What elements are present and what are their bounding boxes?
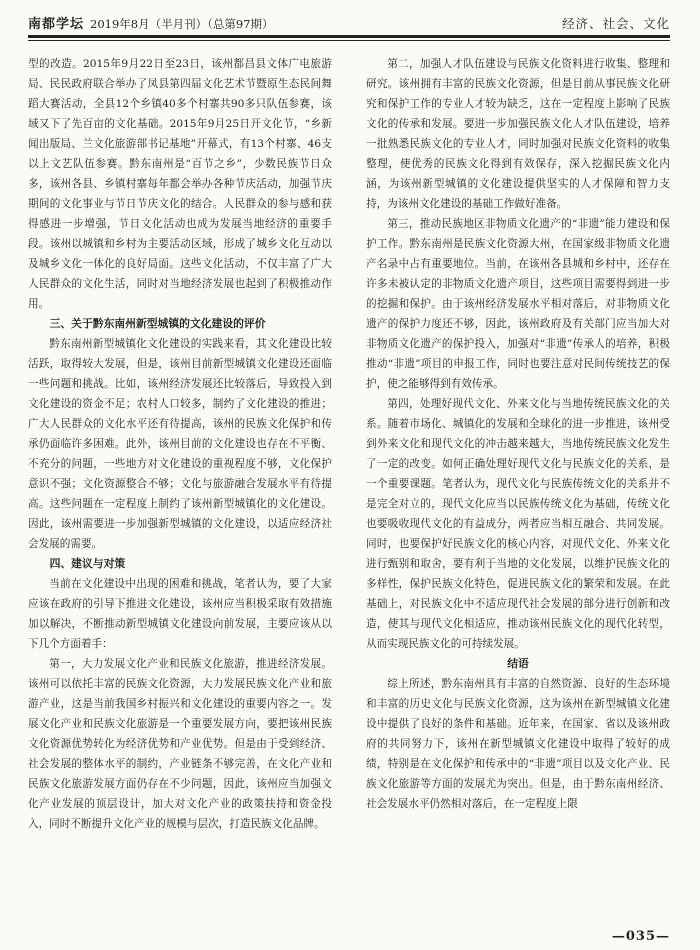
left-column (28, 54, 332, 912)
body-paragraph: 第四，处理好现代文化、外来文化与当地传统民族文化的关系。随着市场化、城镇化的发展和全球化的进一步推进，该州受到外来文化和现代文化的冲击越来越大，当地传统民族文化发生了一定的改变。如何正确处理好现代文化与民族文化的关系，是一个重要课题。笔者认为，现代文化与民族传统文化的关系并不是完全对立的，现代文化应当以民族传统文化为基础，传统文化也要吸收现代文化的有益成分，两者应当相互融合、共同发展。同时，也要保护好民族文化的核心内容，对现代文化、外来文化进行甄别和取舍，要有利于当地的文化发展，以维护民族文化的多样性，保护民族文化特色，促进民族文化的繁荣和发展。在此基础上，对民族文化中不适应现代社会发展的部分进行创新和改造，使其与现代文化相适应，推动该州民族文化的现代化转型，从而实现民族文化的可持续发展。 (366, 398, 670, 650)
body-paragraph: 当前在文化建设中出现的困难和挑战，笔者认为，要了大家应该在政府的引导下推进文化建设，该州应当积极采取有效措施加以解决，不断推动新型城镇文化建设向前发展，主要应该从以下几个方面着手： (28, 578, 332, 650)
body-paragraph: 综上所述，黔东南州具有丰富的自然资源、良好的生态环境和丰富的历史文化与民族文化资源，这为该州在新型城镇文化建设中提供了良好的条件和基础。近年来，在国家、省以及该州政府的共同努力下，该州在新型城镇文化建设中取得了较好的成绩，特别是在文化保护和传承中的“非遗”项目以及文化产业、民族文化旅游等方面的发展尤为突出。但是，由于黔东南州经济、社会发展水平仍然相对落后，在一定程度上限 (366, 678, 670, 810)
header-rule-thick (28, 35, 670, 38)
body-paragraph: 第一，大力发展文化产业和民族文化旅游，推进经济发展。该州可以依托丰富的民族文化资源，大力发展民族文化产业和旅游产业，这是当前我国乡村振兴和文化建设的重要内容之一。发展文化产业和民族文化旅游是一个重要发展方向，要把该州民族文化资源优势转化为经济优势和产业优势。但是由于受到经济、社会发展的整体水平的制约，产业链条不够完善，在文化产业和民族文化旅游发展方面仍存在不少问题，因此，该州应当加强文化产业发展的顶层设计，加大对文化产业的政策扶持和资金投入，同时不断提升文化产业的规模与层次，打造民族文化品牌。 (28, 658, 332, 830)
journal-logo: 南都学坛 (28, 17, 85, 32)
running-header (28, 10, 670, 32)
issue-info: 2019年8月（半月刊）（总第97期） (90, 17, 274, 31)
header-left (28, 13, 273, 32)
page-number: —035— (611, 929, 670, 944)
body-paragraph: 型的改造。2015年9月22日至23日，该州都昌县文体广电旅游局、民民政府联合举办了凤县第四届文化艺术节暨原生态民间舞蹈大赛活动，全县12个乡镇40多个村寨共90多只队伍参赛，该域又下了先百亩的文化基础。2015年9月25日开文化节，“乡新闻出版局、兰文化旅游部书记基地”开幕式，有13个村寨、46支以上文艺队伍参赛。黔东南州是“百节之乡”，少数民族节日众多，该州各县、乡镇村寨每年都会举办各种节庆活动，加强节庆期间的文化事业与节日节庆文化的结合。人民群众的参与感和获得感进一步增强，节日文化活动也成为发展当地经济的重要手段。该州以城镇和乡村为主要活动区域，形成了城乡文化互动以及城乡文化一体化的良好局面。这些文化活动，不仅丰富了广大人民群众的文化生活，同时对当地经济发展也起到了积极推动作用。 (28, 58, 332, 310)
section-title: 经济、社会、文化 (561, 16, 670, 31)
body-paragraph: 黔东南州新型城镇化文化建设的实践来看，其文化建设比较活跃，取得较大发展，但是，该州目前新型城镇文化建设还面临一些问题和挑战。比如，该州经济发展还比较落后，导致投入到文化建设的资金不足；农村人口较多，制约了文化建设的推进；广大人民群众的文化水平还有待提高，该州的民族文化保护和传承仍面临许多困难。此外，该州目前的文化建设也存在不平衡、不充分的问题，一些地方对文化建设的重视程度不够，文化保护意识不强；文化资源整合不够；文化与旅游融合发展水平有待提高。这些问题在一定程度上制约了该州新型城镇化的文化建设。因此，该州需要进一步加强新型城镇的文化建设，以适应经济社会发展的需要。 (28, 338, 332, 550)
body-paragraph: 第三，推动民族地区非物质文化遗产的“非遗”能力建设和保护工作。黔东南州是民族文化资源大州，在国家级非物质文化遗产名录中占有重要地位。当前，在该州各县城和乡村中，还存在许多未被认定的非物质文化遗产项目，这些项目需要得到进一步的挖掘和保护。由于该州经济发展水平相对落后，对非物质文化遗产的保护力度还不够，因此，该州政府及有关部门应当加大对非物质文化遗产的保护投入，加强对“非遗”传承人的培养，积极推动“非遗”项目的申报工作，同时也要注意对民间传统技艺的保护，使之能够得到有效传承。 (366, 218, 670, 390)
section-heading: 四、建议与对策 (49, 557, 126, 570)
section-heading: 三、关于黔东南州新型城镇的文化建设的评价 (49, 317, 266, 330)
body-paragraph: 第二，加强人才队伍建设与民族文化资料进行收集、整理和研究。该州拥有丰富的民族文化资源，但是目前从事民族文化研究和保护工作的专业人才较为缺乏，这在一定程度上影响了民族文化的传承和发展。要进一步加强民族文化人才队伍建设，培养一批熟悉民族文化的专业人才，同时加强对民族文化资料的收集整理，使优秀的民族文化得到有效保存，深入挖掘民族文化内涵，为该州新型城镇的文化建设提供坚实的人才保障和智力支持，为该州文化建设的基础工作做好准备。 (366, 58, 670, 210)
right-column (366, 54, 670, 912)
header-rule-thin (28, 40, 670, 41)
section-heading: 结语 (507, 657, 529, 670)
